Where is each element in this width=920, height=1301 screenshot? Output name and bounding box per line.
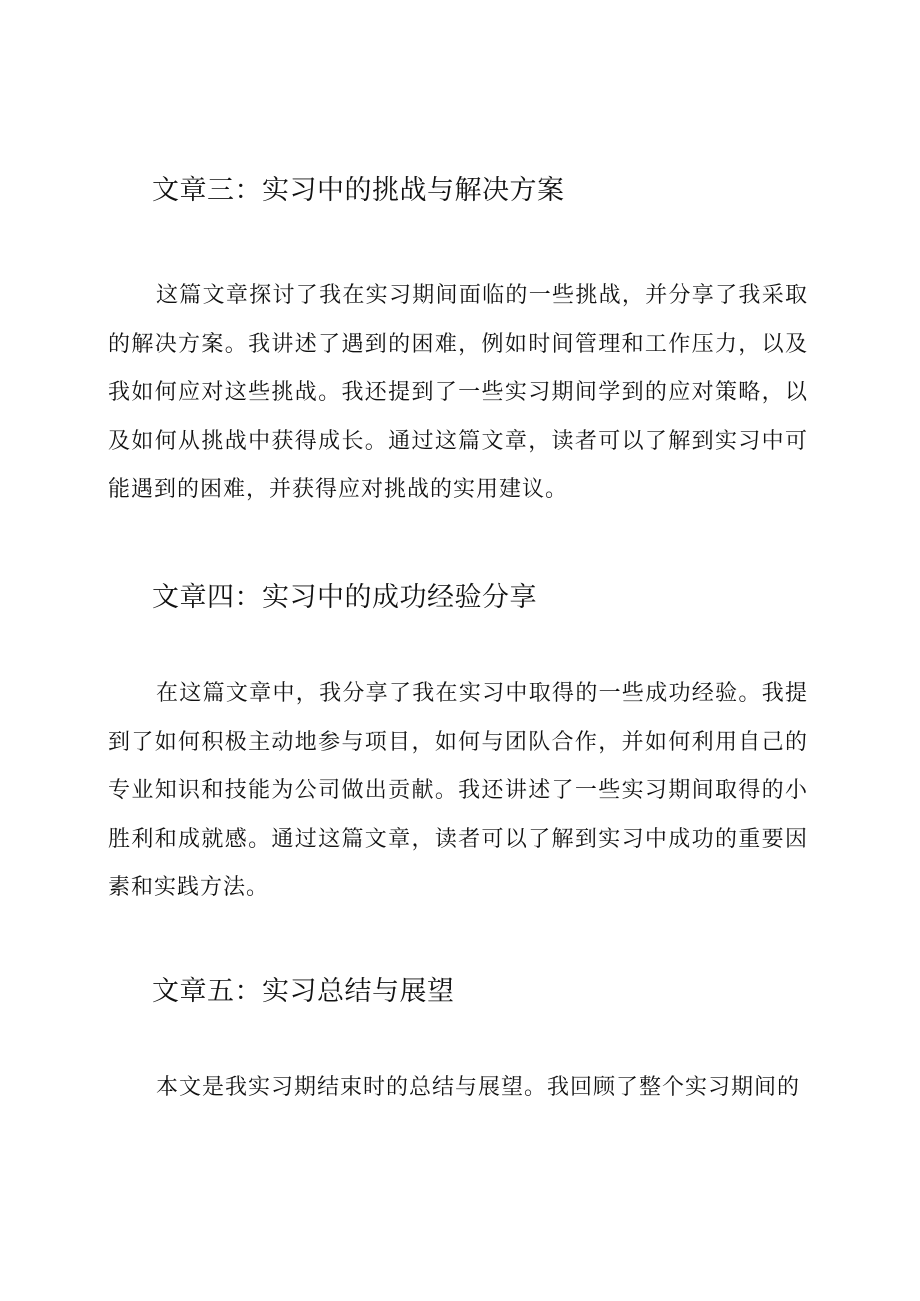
section-heading-summary: 文章五：实习总结与展望 — [152, 976, 455, 1007]
section-body-challenges: 这篇文章探讨了我在实习期间面临的一些挑战，并分享了我采取的解决方案。我讲述了遇到的困难，例如时间管理和工作压力，以及我如何应对这些挑战。我还提到了一些实习期间学到的应对策略，以及如何从挑战中获得成长。通过这篇文章，读者可以了解到实习中可能遇到的困难，并获得应对挑战的实用建议。 — [108, 283, 808, 502]
section-heading-challenges: 文章三：实习中的挑战与解决方案 — [152, 175, 565, 206]
section-body-success: 在这篇文章中，我分享了我在实习中取得的一些成功经验。我提到了如何积极主动地参与项目，如何与团队合作，并如何利用自己的专业知识和技能为公司做出贡献。我还讲述了一些实习期间取得的小胜利和成就感。通过这篇文章，读者可以了解到实习中成功的重要因素和实践方法。 — [108, 681, 808, 900]
section-heading-success: 文章四：实习中的成功经验分享 — [152, 582, 537, 613]
section-body-summary: 本文是我实习期结束时的总结与展望。我回顾了整个实习期间的 — [156, 1075, 801, 1100]
